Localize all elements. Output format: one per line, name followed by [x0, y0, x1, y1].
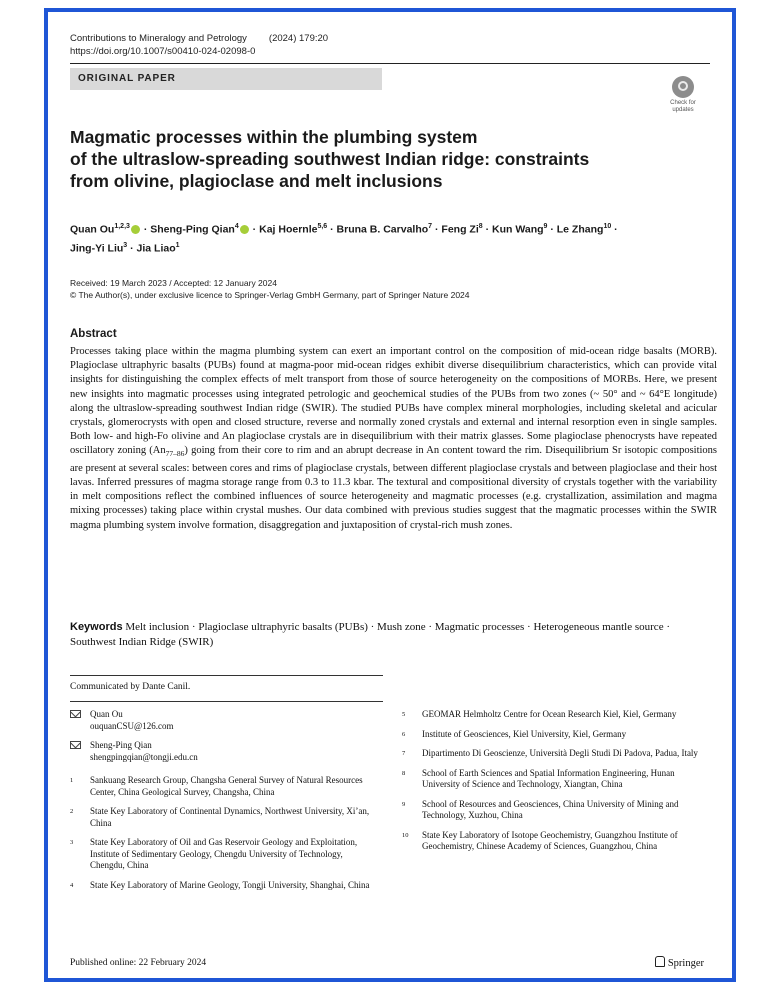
affiliation-number: 10: [402, 831, 409, 839]
abstract-heading: Abstract: [70, 328, 117, 340]
affiliation-item: [402, 799, 702, 822]
contact-email[interactable]: shengpingqian@tongji.edu.cn: [90, 751, 198, 762]
publisher-name: Springer: [667, 958, 704, 969]
affiliation-item: [70, 806, 370, 829]
keywords-label: Keywords: [70, 621, 123, 633]
affiliation-item: [70, 837, 370, 872]
abstract-text-a: Processes taking place within the magma plumbing system can exert an important control on the composition of mid-ocean ridge basalts (MORB). Plagioclase ultraphyric basalts (PUBs) found at magma-poor mid-ocean ridges exhibit diverse disequilibrium characteristics, which can provide vital insights for distinguishing the complex effects of melt transport from those of source heterogeneity on the compositions of MORBs. Here, we present new insights into magmatic processes using integrated petrologic and geochemical studies of the PUBs from two zones (~ 50° and ~ 64°E longitude) along the ultraslow-spreading southwest Indian ridge (SWIR). The studied PUBs have complex mineral morphologies, including skeletal and acicular crystals, glomerocrysts with open and closed structure, reverse and normally zoned crystals and external and internal resorption even in single samples. Both low- and high-Fo olivine and An plagioclase crystals are in disequilibrium with their matrix glasses. Some plagioclase phenocrysts have repeated oscillatory zoning (An: [70, 346, 717, 457]
affiliation-number: 9: [402, 800, 406, 808]
orcid-icon[interactable]: [240, 225, 249, 234]
affiliation-text: Dipartimento Di Geoscienze, Università Degli Studi Di Padova, Padua, Italy: [422, 748, 698, 758]
received-accepted: Received: 19 March 2023 / Accepted: 12 January 2024: [70, 278, 277, 288]
footnote-rule-bottom: [70, 701, 383, 702]
article-title: [70, 126, 630, 192]
abstract-text: [70, 345, 717, 533]
footnote-rule-top: [70, 675, 383, 676]
header-rule: [70, 63, 710, 64]
contact-item: [70, 740, 370, 763]
author-affil-sup: 1,2,3: [114, 223, 130, 230]
affiliation-text: Sankuang Research Group, Changsha General Survey of Natural Resources Center, China Geological Survey, Changsha, China: [90, 775, 363, 797]
author-name[interactable]: Jing-Yi Liu: [70, 242, 124, 254]
abstract-subscript: 77–86: [165, 449, 185, 459]
affiliation-number: 8: [402, 769, 406, 777]
affiliation-number: 1: [70, 777, 74, 784]
doi-link[interactable]: https://doi.org/10.1007/s00410-024-02098-0: [70, 46, 256, 57]
check-for-updates-badge[interactable]: [664, 76, 702, 116]
affiliation-item: [402, 768, 702, 791]
affiliations-right-column: [402, 709, 702, 861]
keywords: [70, 620, 717, 650]
author-list: Quan Ou$^{1,2,3}$ · Sheng-Ping Qian$^4$ · Kaj Hoernle$^{5,6}$ · Bruna B. Carvalho$^7$ · Feng $Zi^8$ · Kun Wang$^9$ · Le Zhang$^{10}$ · Jing-Yi Liu$^3$ · Jia Liao$^1$: [70, 223, 618, 254]
copyright-notice: © The Author(s), under exclusive licence to Springer-Verlag GmbH Germany, part of Springer Nature 2024: [70, 290, 470, 300]
published-online: Published online: 22 February 2024: [70, 958, 207, 968]
author-name[interactable]: Quan Ou: [70, 223, 115, 236]
affiliation-text: School of Resources and Geosciences, China University of Mining and Technology, Xuzhou, China: [422, 798, 679, 820]
article-page: [70, 12, 718, 978]
affiliation-number: 4: [70, 881, 74, 889]
author-affil-sup: 5,6: [317, 223, 328, 230]
affiliation-number: 2: [70, 808, 74, 815]
affiliation-number: 6: [402, 730, 406, 738]
affiliation-item: [402, 830, 702, 853]
contact-item: [70, 709, 370, 732]
author-affil-sup: 10: [603, 223, 612, 230]
contact-name: Quan Ou: [90, 709, 123, 719]
title-line-1: Magmatic processes within the plumbing system: [70, 127, 478, 147]
affiliation-text: State Key Laboratory of Oil and Gas Reservoir Geology and Exploitation, Institute of Sedimentary Geology, Chengdu University of Technology, Chengdu, China: [90, 837, 358, 870]
author-affil-sup: 7: [428, 223, 433, 230]
envelope-icon: [70, 741, 81, 749]
title-line-2: of the ultraslow-spreading southwest Indian ridge: constraints: [70, 149, 590, 169]
communicated-by: Communicated by Dante Canil.: [70, 682, 191, 692]
affiliation-number: 3: [70, 839, 74, 846]
author-name[interactable]: Kun Wang: [492, 223, 544, 236]
article-dates: [70, 277, 470, 301]
author-affil-sup: 3: [123, 241, 128, 249]
author-affil-sup: 1: [175, 241, 180, 249]
journal-name: Contributions to Mineralogy and Petrology: [70, 33, 247, 44]
affiliation-item: [70, 775, 370, 798]
affiliation-item: [402, 729, 702, 741]
author-name[interactable]: Kaj Hoernle: [259, 223, 318, 236]
affiliation-text: State Key Laboratory of Marine Geology, Tongji University, Shanghai, China: [90, 879, 370, 890]
author-affil-sup: 9: [543, 223, 548, 230]
author-affil-sup: 4: [234, 223, 239, 230]
contact-email[interactable]: ouquanCSU@126.com: [90, 720, 174, 731]
author-name[interactable]: Feng Zi: [441, 223, 479, 236]
journal-citation: (2024) 179:20: [268, 33, 329, 44]
author-name[interactable]: Sheng-Ping Qian: [150, 223, 235, 236]
affiliation-text: GEOMAR Helmholtz Centre for Ocean Research Kiel, Kiel, Germany: [422, 709, 677, 719]
affiliation-item: [402, 748, 702, 760]
affiliation-item: [70, 880, 370, 892]
affiliation-text: School of Earth Sciences and Spatial Information Engineering, Hunan University of Science and Technology, Xiangtan, China: [422, 767, 675, 789]
contact-name: Sheng-Ping Qian: [90, 740, 152, 750]
affiliations-left-column: [70, 709, 370, 899]
author-affil-sup: 8: [478, 223, 483, 230]
abstract-text-b: ) going from their core to rim and an abrupt decrease in An content toward the rim. Disequilibrium Sr isotopic compositions are present at several scales: between cores and rims of plagioclase crystals, between different plagioclase crystals and between plagioclase and their host lavas. Inferred pressures of magma storage range from 0.3 to 11.3 kbar. The textural and compositional diversity of crystals together with the variability in melt compositions reflect the combined influences of source heterogeneity and magmatic processes (e.g. crystallization, assimilation and magma mixing processes) taking place within crystal mushes. Our data combined with previous studies suggest that the magmatic processes within the SWIR magma plumbing system involve formation, disaggregation and juxtaposition of crystal-rich mush zones.: [70, 445, 718, 531]
affiliation-text: State Key Laboratory of Continental Dynamics, Northwest University, Xi’an, China: [90, 806, 370, 828]
affiliation-item: [402, 709, 702, 721]
envelope-icon: [70, 710, 81, 718]
check-for-updates-icon: [672, 76, 694, 98]
badge-line1: Check for: [670, 100, 696, 106]
keywords-text: Melt inclusion · Plagioclase ultraphyric basalts (PUBs) · Mush zone · Magmatic processes · Heterogeneous mantle source · Southwest Indian Ridge (SWIR): [70, 621, 670, 648]
author-name[interactable]: Bruna B. Carvalho: [336, 223, 429, 236]
affiliation-number: 7: [402, 750, 406, 757]
journal-header: [70, 32, 328, 58]
author-name[interactable]: Le Zhang: [556, 223, 604, 236]
title-line-3: from olivine, plagioclase and melt inclusions: [70, 171, 443, 191]
author-name[interactable]: Jia Liao: [136, 242, 176, 254]
affiliation-text: State Key Laboratory of Isotope Geochemistry, Guangzhou Institute of Geochemistry, Chinese Academy of Sciences, Guangzhou, China: [422, 829, 678, 851]
publisher-logo: [655, 956, 704, 969]
page-frame: [44, 8, 736, 982]
affiliation-number: 5: [402, 711, 406, 718]
badge-line2: updates: [672, 106, 694, 113]
article-type-banner: ORIGINAL PAPER: [70, 68, 382, 90]
springer-horse-icon: [655, 956, 665, 967]
orcid-icon[interactable]: [131, 225, 140, 234]
affiliation-text: Institute of Geosciences, Kiel University, Kiel, Germany: [422, 728, 627, 739]
